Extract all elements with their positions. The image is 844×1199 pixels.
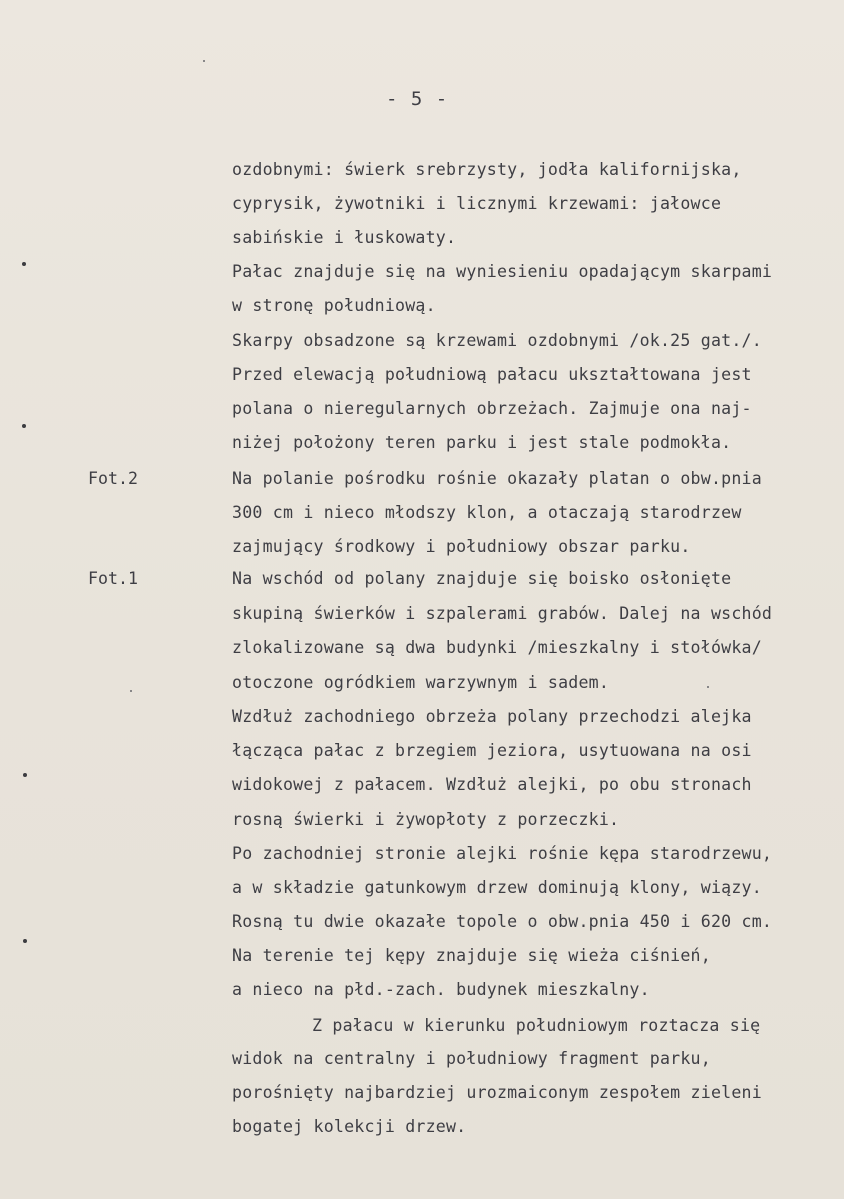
text-line: otoczone ogródkiem warzywnym i sadem. <box>232 673 610 692</box>
text-line: a w składzie gatunkowym drzew dominują klony, wiązy. <box>232 878 762 897</box>
text-line: polana o nieregularnych obrzeżach. Zajmuje ona naj- <box>232 399 752 418</box>
text-line: widokowej z pałacem. Wzdłuż alejki, po obu stronach <box>232 775 752 794</box>
text-line: w stronę południową. <box>232 296 436 315</box>
text-line: sabińskie i łuskowaty. <box>232 228 457 247</box>
text-line: Skarpy obsadzone są krzewami ozdobnymi /ok.25 gat./. <box>232 331 762 350</box>
page-number: - 5 - <box>386 88 449 110</box>
text-line: rosną świerki i żywopłoty z porzeczki. <box>232 810 620 829</box>
text-line: porośnięty najbardziej urozmaiconym zespołem zieleni <box>232 1083 762 1102</box>
text-line: Na terenie tej kępy znajduje się wieża ciśnień, <box>232 946 711 965</box>
scan-speck <box>707 686 709 688</box>
text-line: Z pałacu w kierunku południowym roztacza się <box>312 1016 761 1035</box>
margin-note-photo-2: Fot.2 <box>88 469 138 488</box>
text-line: niżej położony teren parku i jest stale podmokła. <box>232 433 732 452</box>
text-line: Na wschód od polany znajduje się boisko osłonięte <box>232 569 732 588</box>
text-line: zajmujący środkowy i południowy obszar parku. <box>232 537 691 556</box>
text-line: ozdobnymi: świerk srebrzysty, jodła kalifornijska, <box>232 160 742 179</box>
scan-speck <box>23 773 27 777</box>
text-line: Wzdłuż zachodniego obrzeża polany przechodzi alejka <box>232 707 752 726</box>
scan-speck <box>22 424 26 428</box>
text-line: Pałac znajduje się na wyniesieniu opadającym skarpami <box>232 262 773 281</box>
scan-speck <box>130 690 132 692</box>
text-line: 300 cm i nieco młodszy klon, a otaczają starodrzew <box>232 503 742 522</box>
text-line: zlokalizowane są dwa budynki /mieszkalny i stołówka/ <box>232 638 762 657</box>
text-line: skupiną świerków i szpalerami grabów. Dalej na wschód <box>232 604 773 623</box>
text-line: Po zachodniej stronie alejki rośnie kępa starodrzewu, <box>232 844 773 863</box>
margin-note-photo-1: Fot.1 <box>88 569 138 588</box>
text-line: Rosną tu dwie okazałe topole o obw.pnia 450 i 620 cm. <box>232 912 773 931</box>
text-line: a nieco na płd.-zach. budynek mieszkalny. <box>232 980 650 999</box>
text-line: Na polanie pośrodku rośnie okazały platan o obw.pnia <box>232 469 762 488</box>
scan-speck <box>22 262 26 266</box>
scan-speck <box>203 60 205 62</box>
text-line: łącząca pałac z brzegiem jeziora, usytuowana na osi <box>232 741 752 760</box>
scan-speck <box>23 939 27 943</box>
text-line: widok na centralny i południowy fragment parku, <box>232 1049 711 1068</box>
text-line: cyprysik, żywotniki i licznymi krzewami: jałowce <box>232 194 722 213</box>
text-line: bogatej kolekcji drzew. <box>232 1117 467 1136</box>
text-line: Przed elewacją południową pałacu ukształtowana jest <box>232 365 752 384</box>
